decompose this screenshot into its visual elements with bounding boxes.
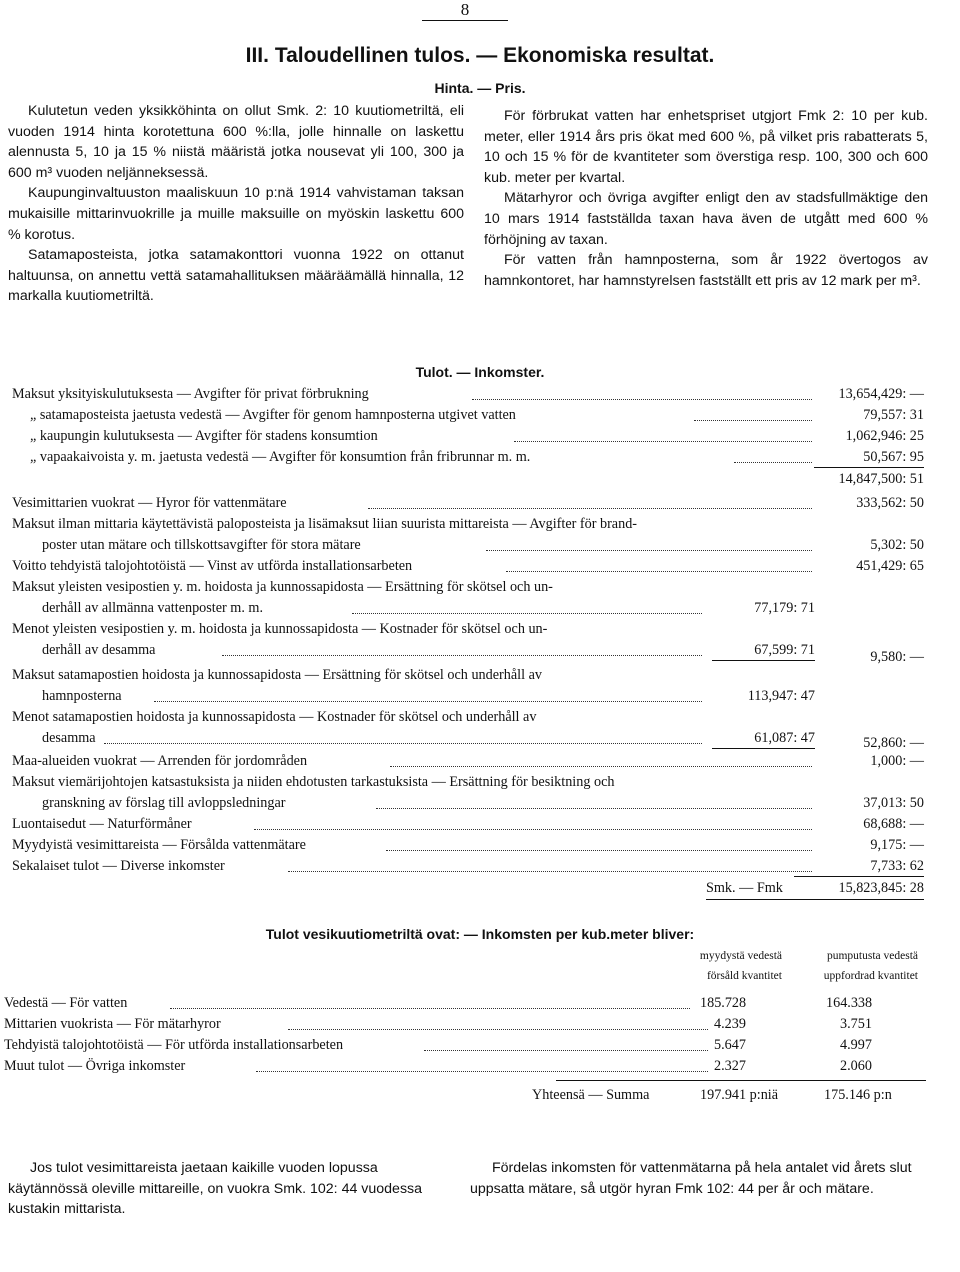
leader-dots	[288, 871, 812, 872]
income-amount: 67,599: 71	[712, 641, 815, 661]
income-amount: 1,000: —	[870, 753, 924, 769]
swedish-paragraph: För vatten från hamnposterna, som år 1922 övertogos av hamnkontoret, har hamnstyrelsen fastställt ett pris av 12 mark per m³.	[484, 252, 928, 289]
leader-dots	[104, 743, 702, 744]
income-amount: 77,179: 71	[754, 600, 815, 616]
finnish-column	[8, 101, 464, 307]
finnish-paragraph: Kulutetun veden yksikköhinta on ollut Smk. 2: 10 kuutiometriltä, eli vuoden 1914 hinta korotettuna 600 %:lla, jolle hinnalle on laskettu alennusta 5, 10 ja 15 % niistä määristä jotka nousevat yli 100, 300 ja 600 m³ vuoden neljänneksessä.	[8, 103, 464, 181]
leader-dots	[514, 441, 812, 442]
leader-dots	[170, 1008, 690, 1009]
bottom-swedish: Fördelas inkomsten för vattenmätarna på hela antalet vid årets slut uppsatta mätare, så utgör hyran Fmk 102: 44 per år och mätare.	[470, 1160, 912, 1197]
per-m3-sold: 2.327	[714, 1058, 746, 1074]
income-label: Maksut yksityiskulutuksesta — Avgifter för privat förbrukning	[12, 386, 369, 402]
income-label: granskning av förslag till avloppsledningar	[42, 795, 286, 811]
column-header: pumputusta vedestä	[826, 950, 918, 962]
per-m3-label: Muut tulot — Övriga inkomster	[4, 1058, 186, 1074]
income-label: „ kaupungin kulutuksesta — Avgifter för stadens konsumtion	[30, 428, 378, 444]
income-amount: 9,175: —	[870, 837, 924, 853]
leader-dots	[694, 420, 812, 421]
page-number: 8	[422, 0, 508, 21]
total-label: Smk. — Fmk	[706, 880, 783, 896]
income-net: 9,580: —	[870, 649, 924, 665]
per-m3-sold: 185.728	[700, 995, 747, 1011]
income-amount: 13,654,429: —	[838, 386, 924, 402]
per-m3-pumped: 3.751	[840, 1016, 872, 1032]
income-label: Menot yleisten vesipostien y. m. hoidosta ja kunnossapidosta — Kostnader för skötsel och un-	[12, 621, 548, 637]
per-m3-label: Tehdyistä talojohtotöistä — För utförda installationsarbeten	[4, 1037, 344, 1053]
per-m3-sold: 5.647	[714, 1037, 746, 1053]
income-amount: 79,557: 31	[863, 407, 924, 423]
leader-dots	[256, 1071, 708, 1072]
leader-dots	[368, 508, 812, 509]
income-label: derhåll av allmänna vattenposter m. m.	[42, 600, 264, 616]
income-label: Voitto tehdyistä talojohtotöistä — Vinst av utförda installationsarbeten	[12, 558, 413, 574]
total-rule	[706, 899, 924, 900]
leader-dots	[352, 613, 702, 614]
income-label: Maksut yleisten vesipostien y. m. hoidosta ja kunnossapidosta — Ersättning för skötsel och un-	[12, 579, 553, 595]
per-m3-heading: Tulot vesikuutiometriltä ovat: — Inkomsten per kub.meter bliver:	[265, 926, 695, 942]
income-label: Maksut ilman mittaria käytettävistä paloposteista ja lisämaksut liian suurista mittareista — Avgifter för brand-	[12, 516, 638, 532]
leader-dots	[472, 399, 812, 400]
leader-dots	[734, 462, 812, 463]
swedish-paragraph: För förbrukat vatten har enhetspriset utgjort Fmk 2: 10 per kub. meter, eller 1914 års pris ökat med 600 %, på vilket pris rabatterats 5, 10 och 15 % för de kvantiteter som överstiga resp. 100, 300 och 600 kub. meter per kvartal.	[484, 108, 928, 186]
income-label: derhåll av desamma	[42, 642, 156, 658]
sum-rule	[556, 1080, 926, 1081]
per-m3-pumped: 164.338	[826, 995, 873, 1011]
income-amount: 1,062,946: 25	[845, 428, 924, 444]
income-amount: 7,733: 62	[794, 857, 924, 877]
column-header: myydystä vedestä	[699, 950, 782, 962]
sum-pumped: 175.146 p:n	[824, 1087, 892, 1103]
income-label: hamnposterna	[42, 688, 122, 704]
per-m3-pumped: 4.997	[840, 1037, 872, 1053]
leader-dots	[424, 1050, 708, 1051]
bottom-finnish: Jos tulot vesimittareista jaetaan kaikille vuoden lopussa käytännössä oleville mittareille, on vuokra Smk. 102: 44 vuodessa kustakin mittarista.	[8, 1160, 423, 1218]
leader-dots	[376, 808, 812, 809]
leader-dots	[390, 766, 812, 767]
per-m3-label: Mittarien vuokrista — För mätarhyror	[4, 1016, 221, 1032]
sum-label: Yhteensä — Summa	[532, 1087, 650, 1103]
leader-dots	[288, 1029, 708, 1030]
income-label: „ satamaposteista jaetusta vedestä — Avgifter för genom hamnposterna utgivet vatten	[30, 407, 516, 423]
leader-dots	[506, 571, 812, 572]
income-amount: 451,429: 65	[856, 558, 924, 574]
income-label: Maa-alueiden vuokrat — Arrenden för jordområden	[12, 753, 308, 769]
price-heading: Hinta. — Pris.	[434, 80, 526, 96]
finnish-paragraph: Kaupunginvaltuuston maaliskuun 10 p:nä 1914 vahvistaman taksan mukaisille mittarinvuokrille ja muille maksuille on myöskin laskettu 600 % korotus.	[8, 185, 464, 243]
income-amount: 50,567: 95	[814, 448, 924, 468]
income-heading: Tulot. — Inkomster.	[415, 364, 545, 380]
finnish-paragraph: Satamaposteista, jotka satamakonttori vuonna 1922 on ottanut haltuunsa, on annettu vettä satamahallituksen määräämällä hinnalla, 12 markalla kuutiometriltä.	[8, 247, 464, 305]
income-label: Maksut satamapostien hoidosta ja kunnossapidosta — Ersättning för skötsel och underhåll av	[12, 667, 542, 683]
income-label: Luontaisedut — Naturförmåner	[12, 816, 192, 832]
income-amount: 68,688: —	[863, 816, 924, 832]
section-title: III. Taloudellinen tulos. — Ekonomiska resultat.	[245, 44, 715, 67]
leader-dots	[154, 701, 702, 702]
income-label: Menot satamapostien hoidosta ja kunnossapidosta — Kostnader för skötsel och underhåll av	[12, 709, 537, 725]
income-label: Myydyistä vesimittareista — Försålda vattenmätare	[12, 837, 306, 853]
income-label: Maksut viemärijohtojen katsastuksista ja niiden ehdotusten tarkastuksista — Ersättning för besiktning och	[12, 774, 615, 790]
income-amount: 113,947: 47	[747, 688, 815, 704]
total-amount: 15,823,845: 28	[838, 880, 924, 896]
income-label: Vesimittarien vuokrat — Hyror för vattenmätare	[12, 495, 287, 511]
leader-dots	[386, 850, 812, 851]
income-subtotal: 14,847,500: 51	[838, 471, 924, 487]
income-label: Sekalaiset tulot — Diverse inkomster	[12, 858, 225, 874]
income-label: desamma	[42, 730, 96, 746]
income-net: 52,860: —	[863, 735, 924, 751]
column-header: uppfordrad kvantitet	[823, 970, 918, 982]
income-amount: 61,087: 47	[712, 729, 815, 749]
column-header: försåld kvantitet	[706, 970, 782, 982]
per-m3-label: Vedestä — För vatten	[4, 995, 128, 1011]
sum-sold: 197.941 p:niä	[700, 1087, 779, 1103]
swedish-paragraph: Mätarhyror och övriga avgifter enligt den av stadsfullmäktige den 10 mars 1914 fastställda taxan hava även de utgått med 600 % förhöjning av taxan.	[484, 190, 928, 248]
leader-dots	[222, 655, 702, 656]
swedish-column	[484, 106, 928, 291]
leader-dots	[486, 550, 812, 551]
per-m3-pumped: 2.060	[840, 1058, 872, 1074]
per-m3-sold: 4.239	[714, 1016, 746, 1032]
income-label: „ vapaakaivoista y. m. jaetusta vedestä — Avgifter för konsumtion från fribrunnar m. m.	[30, 449, 531, 465]
income-label: poster utan mätare och tillskottsavgifter för stora mätare	[42, 537, 361, 553]
leader-dots	[254, 829, 812, 830]
income-amount: 37,013: 50	[863, 795, 924, 811]
income-amount: 333,562: 50	[856, 495, 924, 511]
income-amount: 5,302: 50	[870, 537, 924, 553]
